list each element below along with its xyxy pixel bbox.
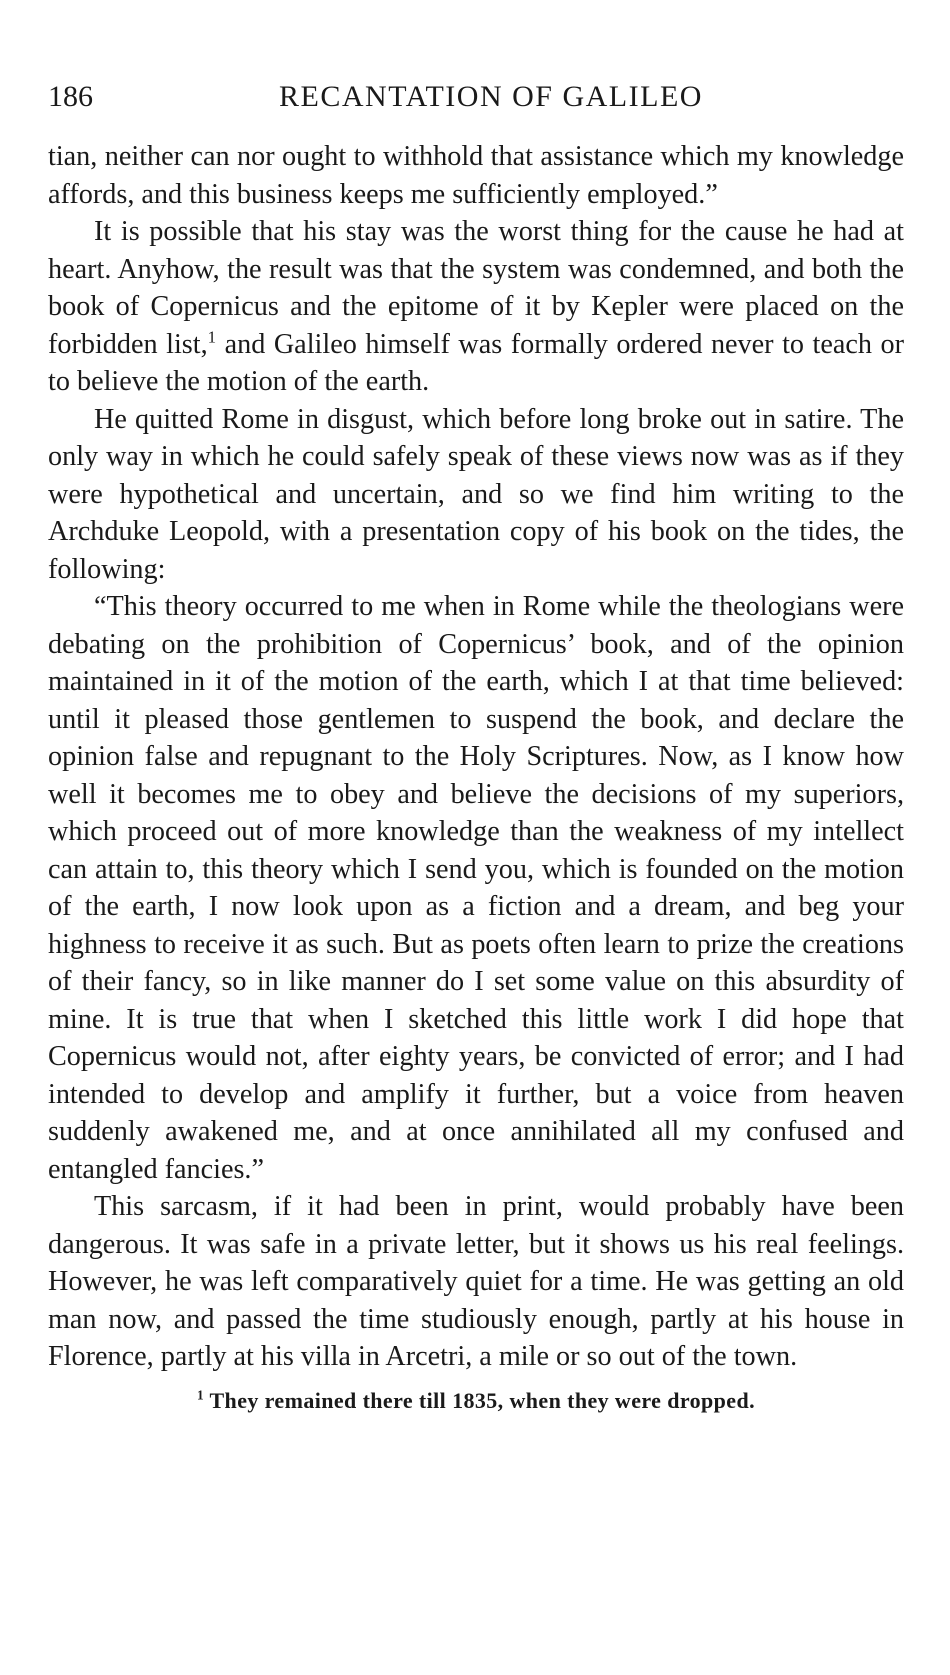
footnote-marker: 1 xyxy=(196,1387,204,1403)
paragraph-quitted-rome: He quitted Rome in disgust, which before long broke out in satire. The only way in which he could safely speak of these views now was as if they were hypothetical and uncertain, and so we find him writing to the Archduke Leopold, with a presentation copy of his book on the tides, the following: xyxy=(48,403,904,585)
running-title: RECANTATION OF GALILEO xyxy=(279,80,703,113)
running-head xyxy=(48,72,904,122)
paragraph-continuation: tian, neither can nor ought to withhold that assistance which my knowledge affords, and this business keeps me sufficiently employed.” xyxy=(48,141,904,210)
book-page xyxy=(48,72,904,1417)
page-number: 186 xyxy=(48,80,93,113)
paragraph-letter-quotation: “This theory occurred to me when in Rome while the theologians were debating on the prohibition of Copernicus’ book, and of the opinion maintained in it of the motion of the earth, which I at that time believed: until it pleased those gentlemen to suspend the book, and declare the opinion false and repugnant to the Holy Scriptures. Now, as I know how well it becomes me to obey and believe the decisions of my superiors, which proceed out of more knowledge than the weakness of my intellect can attain to, this theory which I send you, which is founded on the motion of the earth, I now look upon as a fiction and a dream, and beg your highness to receive it as such. But as poets often learn to prize the creations of their fancy, so in like manner do I set some value on this absurdity of mine. It is true that when I sketched this little work I did hope that Copernicus would not, after eighty years, be convicted of error; and I had intended to develop and amplify it further, but a voice from heaven suddenly awakened me, and at once annihilated all my confused and entangled fancies.” xyxy=(48,591,904,1185)
body-text xyxy=(48,138,904,1376)
paragraph-stay-at-rome xyxy=(48,213,904,401)
footnote-text: They remained there till 1835, when they were dropped. xyxy=(203,1387,755,1413)
footnote-reference: 1 xyxy=(207,327,217,347)
footnote xyxy=(48,1385,904,1417)
paragraph-text: It is possible that his stay was the worst thing for the cause he had at heart. Anyhow, the result was that the system was condemned, and both the book of Copernicus and the epitome of it by Kepler were placed on the forbidden list, xyxy=(48,216,904,360)
paragraph-sarcasm: This sarcasm, if it had been in print, would probably have been dangerous. It was safe in a private letter, but it shows us his real feelings. However, he was left comparatively quiet for a time. He was getting an old man now, and passed the time studiously enough, partly at his house in Florence, partly at his villa in Arcetri, a mile or so out of the town. xyxy=(48,1191,904,1372)
paragraph-text: and Galileo himself was formally ordered never to teach or to believe the motion of the earth. xyxy=(48,328,904,397)
